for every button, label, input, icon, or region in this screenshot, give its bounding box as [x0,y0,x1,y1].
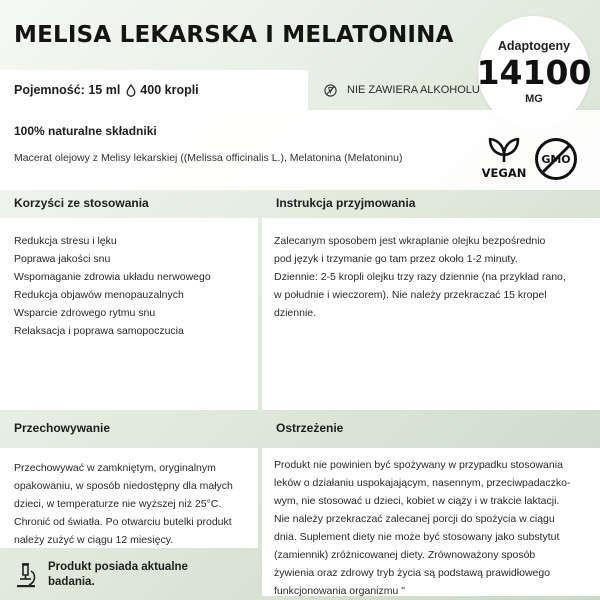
storage-line: opakowaniu, w sposób niedostępny dla małych [14,480,233,492]
warnings-heading: Ostrzeżenie [276,421,344,435]
capacity-bar [0,70,600,110]
capacity-drops: 400 kropli [140,83,199,97]
no-gmo-icon [533,136,579,182]
ingredients-heading: 100% naturalne składniki [14,124,157,138]
warnings-line: żywienia oraz zdrowy tryb życia są podstawą prawidłowego [274,567,551,579]
storage-panel [0,448,258,548]
benefit-item: Poprawa jakości snu [14,253,111,265]
warnings-line: wym, nie stosować u dzieci, kobiet w ciąży i w trakcie laktacji. [274,495,560,507]
benefit-item: Wsparcie zdrowego rytmu snu [14,307,156,319]
instructions-line: Zalecanym sposobem jest wkraplanie olejku bezpośrednio [274,235,546,247]
benefit-item: Redukcja stresu i lęku [14,235,117,247]
warnings-line: leków o działaniu uspokajającym, nasennym, przeciwpadaczko- [274,477,571,489]
vegan-badge-icon [480,132,528,182]
capacity-volume: Pojemność: 15 ml [14,83,121,97]
warnings-line: funkcjonowania organizmu " [274,585,405,597]
instructions-panel [262,218,600,410]
alcohol-free-label: NIE ZAWIERA ALKOHOLU [347,84,480,96]
warnings-line: Nie należy przekraczać zalecanej porcji do spożycia w ciągu [274,513,555,525]
badge-label: Adaptogeny [497,39,571,53]
instructions-heading: Instrukcja przyjmowania [276,196,416,210]
benefit-item: Relaksacja i poprawa samopoczucia [14,325,184,337]
badge-unit: MG [525,93,543,105]
research-line: badania. [48,576,95,588]
page-title: MELISA LEKARSKA I MELATONINA [14,22,454,48]
warnings-panel [262,448,600,596]
ingredients-text: Macerat olejowy z Melisy lekarskiej ((Melissa officinalis L.), Melatonina (Melatoninu) [14,152,403,164]
benefit-item: Wspomaganie zdrowia układu nerwowego [14,271,211,283]
capacity-info [0,70,308,110]
benefit-item: Redukcja objawów menopauzalnych [14,289,184,301]
instructions-line: pod język i trzymanie go tam przez około 1-2 minuty. [274,253,518,265]
instructions-line: Dziennie: 2-5 kropli olejku trzy razy dziennie (na przykład rano, [274,271,566,283]
benefits-heading: Korzyści ze stosowania [14,196,149,210]
storage-line: należy zużyć w ciągu 12 miesięcy. [14,534,174,546]
storage-line: Przechowywać w zamkniętym, oryginalnym [14,462,216,474]
vegan-label: VEGAN [481,166,527,180]
warnings-line: Produkt nie powinien być spożywany w przypadku stosowania [274,459,563,471]
gmo-label: GMO [541,153,571,166]
storage-line: Chronić od światła. Po otwarciu butelki produkt [14,516,232,528]
storage-line: dzieci, w temperaturze nie wyższej niż 25°C. [14,498,222,510]
instructions-line: dziennie. [274,307,317,319]
research-text [48,560,223,590]
badge-amount: 14100 [476,53,592,92]
no-alcohol-icon [324,84,337,97]
research-note [14,560,223,590]
benefits-panel [0,218,258,410]
warnings-line: (zamiennik) zróżnicowanej diety. Zrównoważony sposób [274,549,536,561]
ingredients-section [0,110,600,190]
instructions-line: w południe i wieczorem). Nie należy przekraczać 15 kropel [274,289,547,301]
warnings-line: dnia. Suplement diety nie może być stosowany jako substytut [274,531,560,543]
research-line: Produkt posiada aktualne [48,561,188,573]
storage-heading: Przechowywanie [14,421,111,435]
drop-icon [126,84,136,97]
alcohol-free-info [308,70,600,110]
microscope-icon [14,562,38,588]
